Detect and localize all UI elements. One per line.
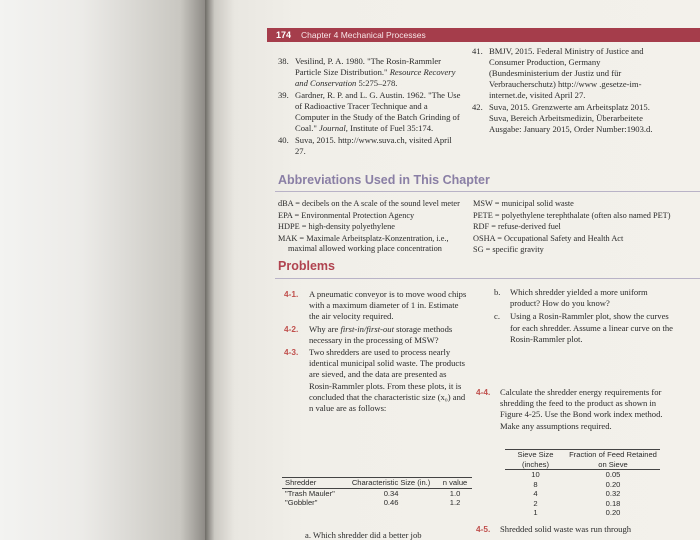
abbreviations-left — [278, 199, 468, 256]
reference-item: 39. Gardner, R. P. and L. G. Austin. 1962. "The Use of Radioactive Tracer Technique and a Computer in the Study of the Batch Grinding of Coal." Journal, Institute of Fuel 35:174. — [278, 90, 461, 133]
abbreviations-title: Abbreviations Used in This Chapter — [278, 173, 490, 187]
book-page — [205, 0, 700, 540]
table-row: "Trash Mauler" 0.34 1.0 — [285, 488, 461, 498]
abbreviations-right — [473, 199, 673, 257]
section-rule — [275, 278, 700, 279]
abbreviation-item: RDF = refuse-derived fuel — [473, 222, 561, 231]
problems-left — [284, 289, 469, 415]
abbreviation-item: EPA = Environmental Protection Agency — [278, 210, 415, 220]
abbreviation-item: OSHA = Occupational Safety and Health Act — [473, 233, 624, 243]
chapter-title: Chapter 4 Mechanical Processes — [301, 30, 426, 40]
abbreviation-item: MSW = municipal solid waste — [473, 199, 574, 208]
problems-title: Problems — [278, 259, 335, 273]
problem-4-1: 4-1. A pneumatic conveyor is to move wood chips with a maximum diameter of 1 in. Estimate the air velocity required. — [284, 289, 467, 322]
problems-right — [494, 287, 679, 347]
abbreviation-item: SG = specific gravity — [473, 245, 544, 254]
problem-4-3: 4-3. Two shredders are used to process nearly identical municipal solid waste. The products are sieved, and the data are presented as Rosin-Rammler plots. From these plots, it is concluded that the characteristic size (x₀) and n value are as follows: — [284, 347, 466, 414]
left-page-edge — [0, 0, 205, 540]
problem-4-3-b: b. Which shredder yielded a more uniform product? How do you know? — [494, 287, 648, 309]
sieve-table — [505, 449, 660, 518]
table-row: 8 0.20 — [533, 479, 621, 489]
section-rule — [275, 191, 700, 192]
references-right — [472, 46, 667, 136]
table-header-row: Sieve Size (inches) Fraction of Feed Retained on Sieve — [505, 450, 660, 470]
problem-4-5: 4-5. Shredded solid waste was run through — [476, 524, 632, 534]
abbreviation-item: MAK = Maximale Arbeitsplatz-Konzentration, i.e., maximal allowed working place concentration — [278, 233, 449, 253]
problem-4-2: 4-2. Why are first-in/first-out storage methods necessary in the processing of MSW? — [284, 323, 453, 345]
table-row: 1 0.20 — [533, 508, 621, 517]
page-gutter — [205, 0, 215, 540]
abbreviation-item: HDPE = high-density polyethylene — [278, 222, 395, 231]
problem-4-4: 4-4. Calculate the shredder energy requirements for shredding the feed to the product as shown in Figure 4-25. Use the Bond work index method. Make any assumptions required. — [476, 387, 663, 431]
reference-item: 42. Suva, 2015. Grenzwerte am Arbeitsplatz 2015. Suva, Bereich Arbeitsmedizin, Überarbeitete Ausgabe: January 2015, Order Number:1903.d. — [472, 102, 653, 134]
table-row: "Gobbler" 0.46 1.2 — [285, 498, 461, 507]
table-row: 2 0.18 — [533, 498, 621, 508]
shredder-table — [282, 477, 472, 508]
cut-off-line: a. Which shredder did a better job — [305, 530, 422, 540]
references-left — [278, 56, 463, 158]
problem-4-3-c: c. Using a Rosin-Rammler plot, show the curves for each shredder. Assume a linear curve on the Rosin-Rammler plot. — [494, 311, 673, 344]
page-number: 174 — [276, 30, 292, 40]
abbreviation-item: dBA = decibels on the A scale of the sound level meter — [278, 199, 460, 208]
table-row: 10 0.05 — [531, 470, 621, 479]
reference-item: 40. Suva, 2015. http://www.suva.ch, visited April 27. — [278, 135, 452, 156]
abbreviation-item: PETE = polyethylene terephthalate (often also named PET) — [473, 210, 671, 220]
table-row: 4 0.32 — [533, 489, 621, 498]
reference-item: 38. Vesilind, P. A. 1980. "The Rosin-Rammler Particle Size Distribution." Resource Recovery and Conservation 5:275–278. — [278, 56, 456, 88]
reference-item: 41. BMJV, 2015. Federal Ministry of Justice and Consumer Production, Germany (Bundesministerium der Justiz und für Verbraucherschutz) http://www .gesetze-im-internet.de, visited April 27. — [472, 46, 644, 100]
table-header-row: Shredder Characteristic Size (in.) n value — [282, 478, 472, 489]
